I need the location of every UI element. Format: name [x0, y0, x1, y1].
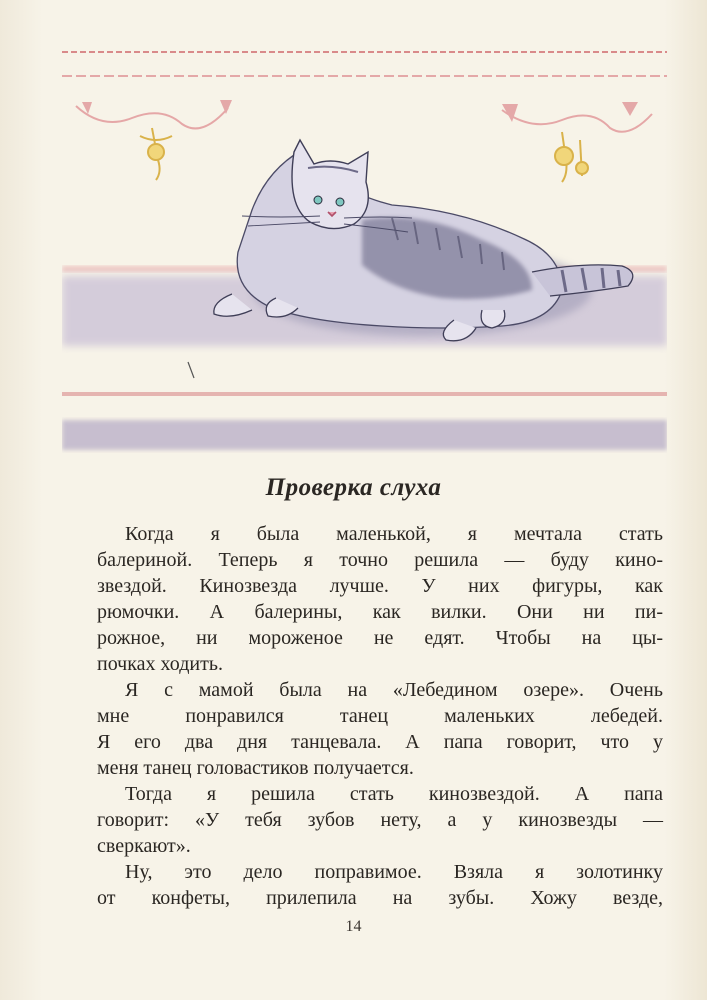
text-line: почках ходить.: [97, 653, 223, 675]
story-title: Проверка слуха: [265, 474, 442, 501]
text-line: от конфеты, прилепила на зубы. Хожу везде,: [97, 887, 663, 909]
text-line: Когда я была маленькой, я мечтала стать: [125, 523, 663, 545]
paragraph: [97, 781, 663, 859]
paragraph: [97, 521, 663, 677]
text-line: мне понравился танец маленьких лебедей.: [97, 705, 663, 727]
text-line: Я его два дня танцевала. А папа говорит, что у: [97, 731, 663, 753]
page-number: 14: [345, 918, 362, 935]
text-line: звездой. Кинозвезда лучше. У них фигуры, как: [97, 575, 663, 597]
cat-illustration: [62, 40, 667, 470]
text-line: говорит: «У тебя зубов нету, а у кинозвезды —: [97, 809, 663, 831]
cat-figure: [214, 140, 633, 341]
text-line: Тогда я решила стать кинозвездой. А папа: [125, 783, 663, 805]
paragraph: [97, 859, 663, 911]
pencil-mark: [188, 362, 194, 378]
sill-bottom-wash: [62, 420, 667, 450]
text-line: рожное, ни мороженое не едят. Чтобы на цы-: [97, 627, 663, 649]
paragraph: [97, 677, 663, 781]
wall-sconce-ornament-right: [502, 102, 652, 182]
text-line: сверкают».: [97, 835, 191, 857]
text-line: Ну, это дело поправимое. Взяла я золотинку: [125, 861, 663, 883]
text-line: Я с мамой была на «Лебедином озере». Очень: [125, 679, 663, 701]
text-line: меня танец головастиков получается.: [97, 757, 414, 779]
wall-sconce-ornament-left: [76, 100, 232, 180]
sill-edge-stripe: [62, 392, 667, 396]
cat-illustration-svg: [62, 40, 667, 470]
story-body: [97, 521, 663, 911]
text-line: рюмочки. А балерины, как вилки. Они ни пи-: [97, 601, 663, 623]
text-line: балериной. Теперь я точно решила — буду кино-: [97, 549, 663, 571]
